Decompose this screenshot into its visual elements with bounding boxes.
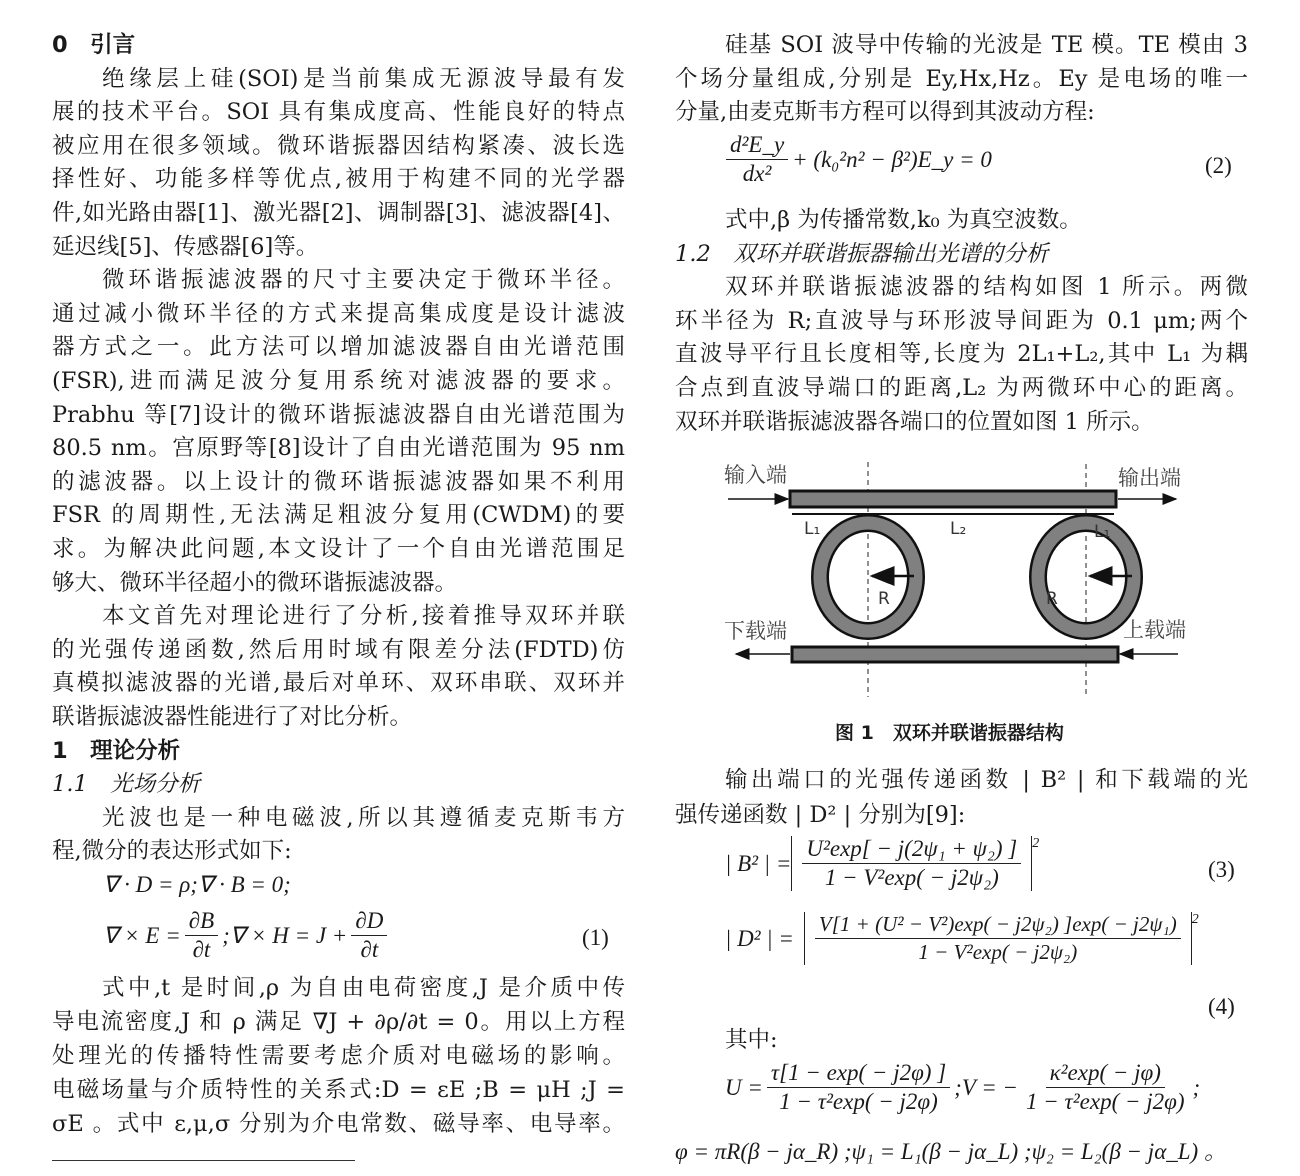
input-port-label: 输入端 <box>724 463 787 487</box>
u-v-definitions <box>725 1060 1200 1115</box>
text-line: 处理光的传播特性需要考虑介质对电磁场的影响。 <box>52 1043 625 1069</box>
section-heading: 1 理论分析 <box>52 737 181 764</box>
eq-text: κ²exp( − jφ) <box>1046 1060 1165 1088</box>
eq-text: ;V = − <box>954 1074 1019 1100</box>
footnote-rule <box>52 1160 355 1161</box>
eq-text: ∂t <box>360 937 379 962</box>
eq-text: ;∇ × H = J + <box>222 922 348 948</box>
text-line: 被应用在很多领域。微环谐振器因结构紧凑、波长选 <box>52 132 625 159</box>
eq-text: τ[1 − exp( − j2φ) ] <box>767 1060 950 1088</box>
eq-text: 2 <box>1032 836 1040 851</box>
maxwell-divergence-equation <box>103 872 291 898</box>
text-line: 分量,由麦克斯韦方程可以得到其波动方程: <box>675 99 1095 126</box>
text-line: 通过减小微环半径的方式来提高集成度是设计滤波 <box>52 300 625 327</box>
text-line: 式中,β 为传播常数,k₀ 为真空波数。 <box>725 207 1082 233</box>
drop-waveguide <box>792 647 1118 662</box>
text-line: Prabhu 等[7]设计的微环谐振滤波器自由光谱范围为 <box>52 401 625 428</box>
text-line: 双环并联谐振滤波器的结构如图 1 所示。两微 <box>725 274 1248 301</box>
r-label-right: R <box>1046 589 1058 609</box>
text-line: 合点到直波导端口的距离,L₂ 为两微环中心的距离。 <box>675 375 1248 401</box>
eq-text: 1 − V²exp( − j2ψ₂) <box>918 940 1078 964</box>
eq-text: d²E_y <box>726 132 788 160</box>
eq-text: U = <box>725 1074 763 1100</box>
text-line: σE 。式中 ε,μ,σ 分别为介电常数、磁导率、电导率。 <box>52 1111 625 1137</box>
eq-text: V[1 + (U² − V²)exp( − j2ψ₂) ]exp( − j2ψ₁) <box>815 912 1181 939</box>
text-line: 的光强传递函数,然后用时域有限差分法(FDTD)仿 <box>52 636 625 663</box>
text-line: 式中,t 是时间,ρ 为自由电荷密度,J 是介质中传 <box>102 975 625 1001</box>
text-line: 择性好、功能多样等优点,被用于构建不同的光学器 <box>52 166 625 193</box>
text-line: 环半径为 R;直波导与环形波导间距为 0.1 μm;两个 <box>675 307 1248 334</box>
drop-port-label: 下载端 <box>724 619 787 643</box>
eq-text: 1 − τ²exp( − j2φ) <box>1026 1089 1185 1114</box>
text-line: 绝缘层上硅(SOI)是当前集成无源波导最有发 <box>102 65 625 92</box>
l1-label-left: L₁ <box>804 519 821 539</box>
eq-text: 1 − τ²exp( − j2φ) <box>779 1089 938 1114</box>
text-line: 电磁场量与介质特性的关系式:D = εE ;B = μH ;J = <box>52 1077 625 1103</box>
text-line: 硅基 SOI 波导中传输的光波是 TE 模。TE 模由 3 <box>725 32 1248 58</box>
eq-text: + (k₀²n² − β²)E_y = 0 <box>792 146 992 172</box>
text-line: 微环谐振滤波器的尺寸主要决定于微环半径。 <box>102 267 625 294</box>
eq-text: ∇ · D = ρ;∇ · B = 0; <box>103 872 291 897</box>
section-heading: 1.1 光场分析 <box>52 771 201 798</box>
text-line: 本文首先对理论进行了分析,接着推导双环并联 <box>102 603 625 630</box>
figure-dual-ring-resonator <box>718 452 1218 702</box>
text-line: 80.5 nm。宫原野等[8]设计了自由光谱范围为 95 nm <box>52 435 625 462</box>
text-line: FSR 的周期性,无法满足粗波分复用(CWDM)的要 <box>52 502 625 529</box>
text-line: 联谐振滤波器性能进行了对比分析。 <box>52 704 413 730</box>
equation-number: (1) <box>582 925 609 950</box>
equation-number: (2) <box>1205 153 1232 178</box>
eq-text: ∂t <box>192 937 211 962</box>
eq-text: ; <box>1192 1074 1201 1100</box>
text-line: 延迟线[5]、传感器[6]等。 <box>52 233 319 260</box>
eq-text: ∂B <box>185 908 218 936</box>
through-waveguide <box>790 491 1116 507</box>
l1-label-right: L₁ <box>1094 522 1111 542</box>
equation-3 <box>725 836 1039 891</box>
text-line: 输出端口的光强传递函数 | B² | 和下载端的光 <box>725 767 1248 793</box>
r-label-left: R <box>878 589 890 609</box>
add-port-label: 上载端 <box>1123 618 1186 642</box>
text-line: 光波也是一种电磁波,所以其遵循麦克斯韦方 <box>102 804 625 831</box>
text-line: 器方式之一。此方法可以增加滤波器自由光谱范围 <box>52 334 625 361</box>
text-line: 真模拟滤波器的光谱,最后对单环、双环串联、双环并 <box>52 670 625 697</box>
text-line: 个场分量组成,分别是 Ey,Hx,Hz。Ey 是电场的唯一 <box>675 65 1248 92</box>
equation-number: (4) <box>1208 994 1235 1019</box>
equation-number: (3) <box>1208 857 1235 882</box>
text-line: 件,如光路由器[1]、激光器[2]、调制器[3]、滤波器[4]、 <box>52 200 625 226</box>
eq-text: U²exp[ − j(2ψ₁ + ψ₂) ] <box>802 836 1021 864</box>
phi-psi-definitions <box>675 1133 1227 1166</box>
equation-2 <box>722 132 992 187</box>
text-line: 求。为解决此问题,本文设计了一个自由光谱范围足 <box>52 536 625 562</box>
text-line: 程,微分的表达形式如下: <box>52 838 292 865</box>
eq-text: 2 <box>1191 912 1199 927</box>
eq-text: dx² <box>742 161 772 186</box>
text-line: (FSR),进而满足波分复用系统对滤波器的要求。 <box>52 368 625 394</box>
section-heading: 0 引言 <box>52 32 136 58</box>
eq-text: 1 − V²exp( − j2ψ₂) <box>824 865 999 890</box>
text-line: 导电流密度,J 和 ρ 满足 ∇J + ∂ρ/∂t = 0。用以上方程 <box>52 1009 625 1035</box>
l2-label: L₂ <box>950 519 967 539</box>
text-line: 够大、微环半径超小的微环谐振滤波器。 <box>52 569 458 596</box>
equation-1 <box>103 908 391 963</box>
text-line: 直波导平行且长度相等,长度为 2L₁+L₂,其中 L₁ 为耦 <box>675 341 1248 368</box>
eq-text: ∂D <box>351 908 387 936</box>
text-line: 其中: <box>725 1027 778 1053</box>
text-line: 的滤波器。以上设计的微环谐振滤波器如果不利用 <box>52 468 625 495</box>
equation-4 <box>725 912 1199 965</box>
output-port-label: 输出端 <box>1118 466 1181 490</box>
text-line: 双环并联谐振滤波器各端口的位置如图 1 所示。 <box>675 408 1154 435</box>
text-line: 展的技术平台。SOI 具有集成度高、性能良好的特点 <box>52 99 625 126</box>
eq-text: ∇ × E = <box>103 922 181 948</box>
figure-caption: 图 1 双环并联谐振器结构 <box>835 722 1064 744</box>
text-line: 强传递函数 | D² | 分别为[9]: <box>675 802 966 828</box>
eq-text: φ = πR(β − jα_R) ;ψ₁ = L₁(β − jα_L) ;ψ₂ = L₂(β − jα_L) 。 <box>675 1139 1227 1164</box>
eq-text: | D² | = <box>725 925 794 951</box>
section-heading: 1.2 双环并联谐振器输出光谱的分析 <box>675 240 1049 267</box>
eq-text: | B² | = <box>725 850 792 876</box>
